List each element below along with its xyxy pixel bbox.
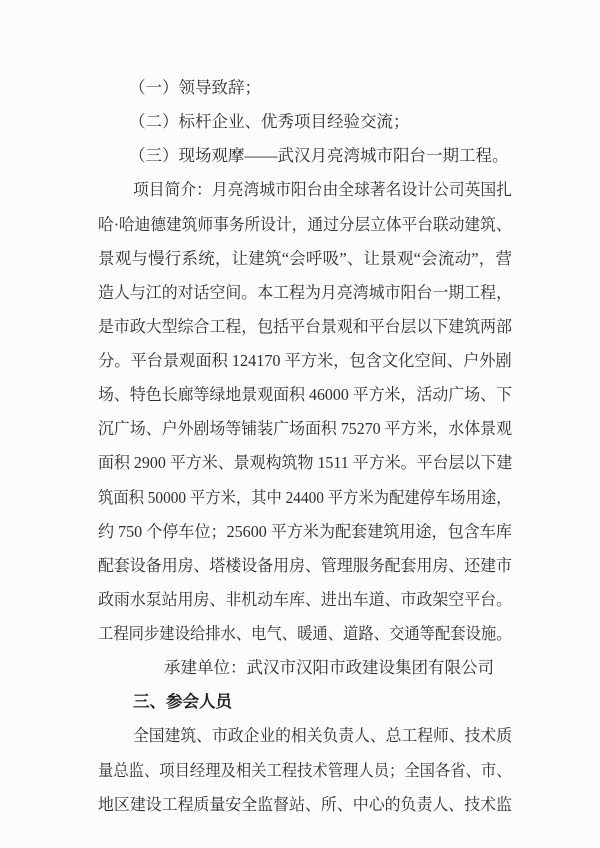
project-intro-line: 配套设备用房、塔楼设备用房、管理服务配套用房、还建市 [98,555,512,575]
project-intro-line: 面积 2900 平方米、景观构筑物 1511 平方米。平台层以下建 [98,453,513,473]
project-intro-line: 约 750 个停车位；25600 平方米为配套建筑用途，包含车库 [98,521,512,541]
attendees-line: 全国建筑、市政企业的相关负责人、总工程师、技术质 [133,726,512,746]
project-intro-line: 政雨水泵站用房、非机动车库、进出车道、市政架空平台。 [98,589,512,609]
project-intro-paragraph [0,173,600,651]
project-intro-line: 筑面积 50000 平方米，其中 24400 平方米为配建停车场用途， [98,487,512,507]
project-intro-line: 沉广场、户外剧场等铺装广场面积 75270 平方米，水体景观 [98,419,512,439]
project-intro-line: 项目简介：月亮湾城市阳台由全球著名设计公司英国扎 [133,180,512,200]
document-body [0,71,600,822]
section-heading-attendees: 三、参会人员 [133,692,232,712]
contractor-line: 承建单位：武汉市汉阳市政建设集团有限公司 [164,658,494,678]
project-intro-line: 是市政大型综合工程，包括平台景观和平台层以下建筑两部 [98,316,512,336]
attendees-line: 地区建设工程质量安全监督站、所、中心的负责人、技术监 [98,794,512,814]
project-intro-line: 工程同步建设给排水、电气、暖通、道路、交通等配套设施。 [98,624,512,643]
agenda-item-experience-exchange: （二）标杆企业、优秀项目经验交流； [129,112,410,132]
project-intro-line: 造人与江的对话空间。本工程为月亮湾城市阳台一期工程， [98,282,512,302]
project-intro-line: 场、特色长廊等绿地景观面积 46000 平方米，活动广场、下 [98,385,512,405]
agenda-item-site-visit: （三）现场观摩——武汉月亮湾城市阳台一期工程。 [129,146,509,166]
project-intro-line: 分。平台景观面积 124170 平方米，包含文化空间、户外剧 [98,351,512,370]
agenda-item-leader-speech: （一）领导致辞； [129,78,261,97]
project-intro-line: 哈·哈迪德建筑师事务所设计，通过分层立体平台联动建筑、 [98,214,512,234]
attendees-line: 量总监、项目经理及相关工程技术管理人员；全国各省、市、 [98,760,512,780]
project-intro-line: 景观与慢行系统，让建筑“会呼吸”、让景观“会流动”，营 [98,248,512,268]
attendees-paragraph [0,719,600,821]
